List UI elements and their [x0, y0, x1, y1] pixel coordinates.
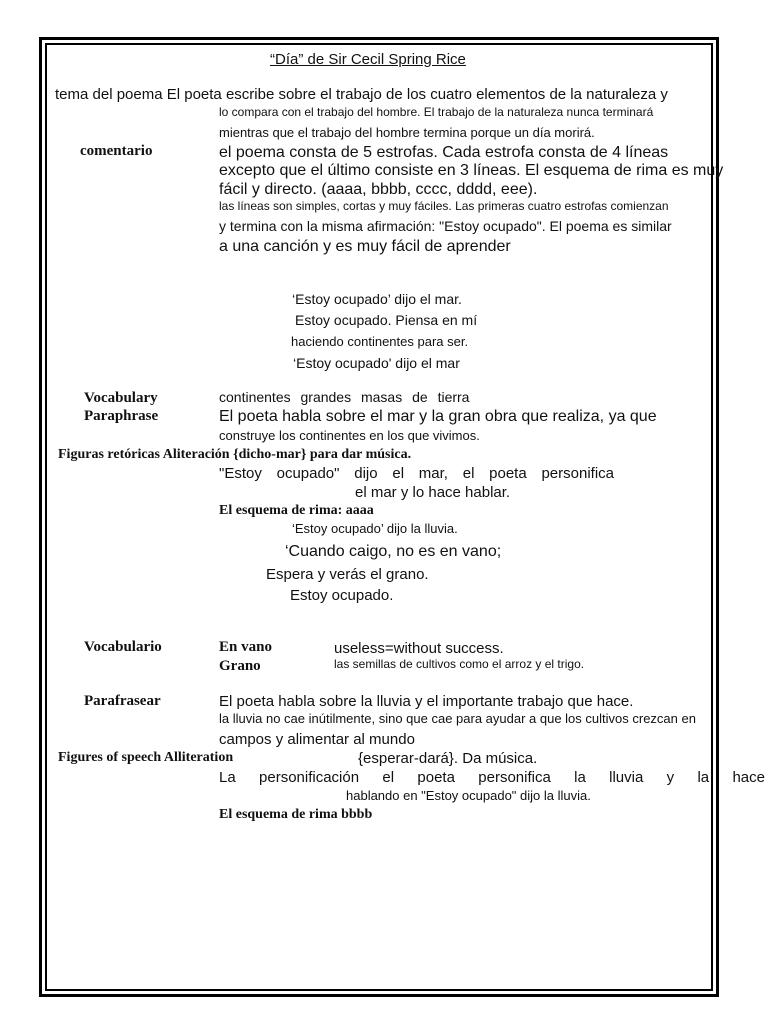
stanza-2-line-1: ‘Estoy ocupado’ dijo la lluvia. — [292, 521, 458, 536]
page-title: “Día” de Sir Cecil Spring Rice — [270, 51, 466, 68]
figures-1-line-1: "Estoy ocupado" dijo el mar, el poeta personifica — [219, 465, 614, 482]
paraphrase-line-1: El poeta habla sobre el mar y la gran obra que realiza, ya que — [219, 408, 657, 425]
rhyme-scheme-1: El esquema de rima: aaaa — [219, 503, 374, 518]
comment-line-3: fácil y directo. (aaaa, bbbb, cccc, dddd, eee). — [219, 181, 538, 198]
comment-label: comentario — [80, 143, 153, 159]
theme-continuation-1: lo compara con el trabajo del hombre. El trabajo de la naturaleza nunca terminará — [219, 105, 654, 119]
rhyme-scheme-2: El esquema de rima bbbb — [219, 807, 373, 822]
figures-2-line-1: La personificación el poeta personifica la lluvia y la hace — [219, 769, 765, 786]
parafrasear-line-2: la lluvia no cae inútilmente, sino que cae para ayudar a que los cultivos crezcan en — [219, 711, 696, 726]
vocab-term-grano: Grano — [219, 658, 261, 674]
vocab-def-en-vano: useless=without success. — [334, 640, 504, 657]
paraphrase-line-2: construye los continentes en los que vivimos. — [219, 428, 480, 443]
vocab-term-en-vano: En vano — [219, 639, 272, 655]
parafrasear-line-1: El poeta habla sobre la lluvia y el importante trabajo que hace. — [219, 693, 634, 710]
vocabulary-text: continentes grandes masas de tierra — [219, 389, 470, 405]
figures-2-line-2: hablando en "Estoy ocupado" dijo la lluvia. — [346, 788, 591, 803]
stanza-1-line-4: ‘Estoy ocupado' dijo el mar — [293, 355, 460, 371]
stanza-1-line-3: haciendo continentes para ser. — [291, 334, 469, 349]
paraphrase-label: Paraphrase — [84, 408, 159, 424]
figures-of-speech-1: Figuras retóricas Aliteración {dicho-mar} para dar música. — [58, 447, 412, 462]
vocabulary-label: Vocabulary — [84, 390, 158, 406]
comment-line-4: las líneas son simples, cortas y muy fáciles. Las primeras cuatro estrofas comienzan — [219, 199, 669, 213]
figures-1-line-2: el mar y lo hace hablar. — [355, 484, 511, 501]
figures-of-speech-2-text: {esperar-dará}. Da música. — [358, 750, 538, 767]
stanza-2-line-2: ‘Cuando caigo, no es en vano; — [285, 543, 502, 560]
comment-line-2: excepto que el último consiste en 3 líneas. El esquema de rima es muy — [219, 162, 724, 179]
figures-of-speech-2-label: Figures of speech Alliteration — [58, 750, 234, 765]
parafrasear-label: Parafrasear — [84, 693, 161, 709]
parafrasear-line-3: campos y alimentar al mundo — [219, 731, 415, 748]
comment-line-5: y termina con la misma afirmación: "Estoy ocupado". El poema es similar — [219, 218, 672, 234]
stanza-2-line-3: Espera y verás el grano. — [266, 566, 429, 583]
comment-line-1: el poema consta de 5 estrofas. Cada estrofa consta de 4 líneas — [219, 144, 669, 161]
stanza-1-line-1: ‘Estoy ocupado’ dijo el mar. — [292, 291, 462, 307]
theme-continuation-2: mientras que el trabajo del hombre termina porque un día morirá. — [219, 125, 595, 140]
theme-line: tema del poema El poeta escribe sobre el trabajo de los cuatro elementos de la naturaleza y — [55, 86, 668, 103]
stanza-1-line-2: Estoy ocupado. Piensa en mí — [295, 312, 478, 328]
stanza-2-line-4: Estoy ocupado. — [290, 587, 394, 604]
vocabulario-label: Vocabulario — [84, 639, 162, 655]
vocab-def-grano: las semillas de cultivos como el arroz y el trigo. — [334, 657, 585, 671]
comment-line-6: a una canción y es muy fácil de aprender — [219, 238, 511, 255]
